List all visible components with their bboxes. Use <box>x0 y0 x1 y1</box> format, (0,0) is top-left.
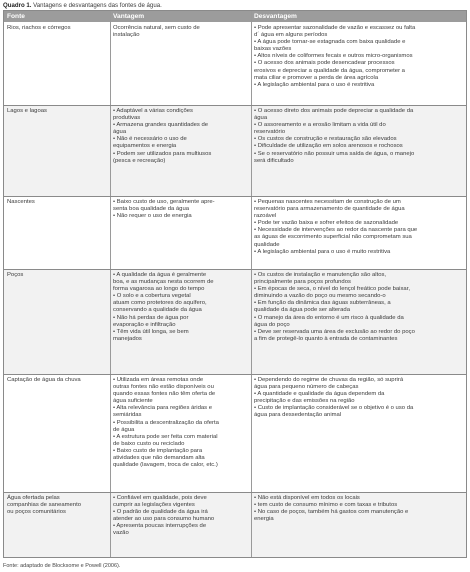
cell-line: ou poços comunitários <box>7 509 66 516</box>
caption-label: Quadro 1. <box>3 2 32 9</box>
cell-line: senta boa qualidade da água <box>113 206 189 213</box>
cell-line: • Se o reservatório não possuir uma saída de água, o manejo <box>254 150 415 157</box>
cell-line: água para dessedentação animal <box>254 412 342 419</box>
cell-line: • Dependendo do regime de chuvas da região, só suprirá <box>254 377 404 383</box>
cell-line: • Têm vida útil longa, se bem <box>113 328 189 335</box>
cell-line: instalação <box>113 32 140 39</box>
row-divider <box>4 269 466 270</box>
cell-line: erosivos e depreciar a qualidade da água, comprometer a <box>254 67 405 74</box>
fonte-cell <box>7 272 107 279</box>
cell-line: • Os custos de construção e restauração são elevados <box>254 136 397 143</box>
vantagem-cell <box>113 272 224 343</box>
cell-line: evaporação e infiltração <box>113 321 176 328</box>
cell-line: produtivas <box>113 115 141 122</box>
fonte-cell <box>7 108 107 115</box>
cell-line: • O acesso direto dos animais pode depreciar a qualidade da <box>254 108 414 114</box>
desvantagem-cell <box>254 495 459 523</box>
fonte-cell <box>7 377 107 384</box>
cell-line: • Armazena grandes quantidades de <box>113 122 209 129</box>
cell-line: • Pequenas nascentes necessitam de construção de um <box>254 199 401 205</box>
column-divider <box>251 11 252 557</box>
desvantagem-cell <box>254 108 459 165</box>
cell-line: • Adaptável a várias condições <box>113 108 193 114</box>
cell-line: Ocorrência natural, sem custo de <box>113 25 200 31</box>
desvantagem-cell <box>254 272 459 343</box>
cell-line: razoável <box>254 213 277 220</box>
cell-line: água <box>113 129 127 136</box>
cell-line: • Em função da dinâmica das águas subterrâneas, a <box>254 300 391 307</box>
cell-line: • Baixo custo de uso, geralmente apre- <box>113 199 215 205</box>
desvantagem-cell <box>254 25 459 89</box>
cell-line: forma vagarosa ao longo do tempo <box>113 286 205 293</box>
cell-line: • Alta relevância para regiões áridas e <box>113 405 212 412</box>
comparison-table <box>3 10 467 558</box>
cell-line: • A qualidade da água é geralmente <box>113 272 207 278</box>
cell-line: • Não há perdas de água por <box>113 314 189 321</box>
cell-line: Lagos e lagoas <box>7 108 47 114</box>
cell-line: Nascentes <box>7 199 35 205</box>
cell-line: baixas vazões <box>254 46 292 53</box>
header-vantagem: Vantagem <box>113 13 145 20</box>
cell-line: Rios, riachos e córregos <box>7 25 71 31</box>
cell-line: manejados <box>113 335 142 342</box>
row-divider <box>4 105 466 106</box>
cell-line: qualidade (lavagem, troca de calor, etc.) <box>113 462 218 469</box>
cell-line: vazão <box>113 530 129 537</box>
cell-line: • Podem ser utilizados para multiusos <box>113 150 212 157</box>
cell-line: Captação de água da chuva <box>7 377 81 383</box>
cell-line: • tem custo de consumo mínimo e com taxas e tributos <box>254 502 398 509</box>
cell-line: Água ofertada pelas <box>7 495 60 501</box>
cell-line: boa, e as mudanças nesta ocorrem de <box>113 279 214 286</box>
cell-line: as águas de escorrimento superficial não comprometam sua <box>254 234 412 241</box>
cell-line: (pesca e recreação) <box>113 157 166 164</box>
fonte-cell <box>7 495 107 516</box>
cell-line: • A legislação ambiental para o uso é restritiva <box>254 81 375 88</box>
cell-line: será dificultado <box>254 157 294 164</box>
fonte-cell <box>7 199 107 206</box>
cell-line: • O manejo da área do entorno é um risco à qualidade da <box>254 314 404 321</box>
cell-line: • No caso de poços, também há gastos com manutenção e <box>254 509 409 516</box>
cell-line: • Deve ser reservada uma área de exclusão ao redor do poço <box>254 328 415 335</box>
row-divider <box>4 374 466 375</box>
row-divider <box>4 492 466 493</box>
cell-line: • Custo de implantação considerável se o objetivo é o uso da <box>254 405 414 412</box>
cell-line: mata ciliar e promover a perda de área agrícola <box>254 74 379 81</box>
cell-line: • Não está disponível em todos os locais <box>254 495 360 501</box>
table-row <box>4 374 466 492</box>
cell-line: reservatório para armazenamento de quantidade de água <box>254 206 405 213</box>
vantagem-cell <box>113 108 224 165</box>
table-caption <box>3 1 463 10</box>
cell-line: • Altos níveis de coliformes fecais e outros micro-organismos <box>254 53 413 60</box>
cell-line: • O acesso dos animais pode desencadear processos <box>254 60 395 67</box>
cell-line: • O assoreamento e a erosão limitam a vida útil do <box>254 122 386 129</box>
cell-line: conservando a qualidade da água <box>113 307 202 314</box>
cell-line: reservatório <box>254 129 286 136</box>
cell-line: • Pode ter vazão baixa e sofrer efeitos de sazonalidade <box>254 220 399 227</box>
table-row <box>4 269 466 374</box>
cell-line: • Necessidade de intervenções ao redor da nascente para que <box>254 227 418 234</box>
cell-line: água suficiente <box>113 398 153 405</box>
header-desvantagem: Desvantagem <box>254 13 297 20</box>
cell-line: • A legislação ambiental para o uso é muito restritiva <box>254 248 391 255</box>
cell-line: energia <box>254 516 274 523</box>
cell-line: qualidade <box>254 241 280 248</box>
cell-line: • O solo e a cobertura vegetal <box>113 293 191 300</box>
caption-text: Vantagens e desvantagens das fontes de água. <box>33 2 162 9</box>
vantagem-cell <box>113 495 224 538</box>
cell-line: semiáridas <box>113 412 142 419</box>
cell-line: quando essas fontes não têm oferta de <box>113 391 216 398</box>
cell-line: companhias de saneamento <box>7 502 82 509</box>
cell-line: • Apresenta poucas interrupções de <box>113 523 207 530</box>
cell-line: • Confiável em qualidade, pois deve <box>113 495 207 501</box>
cell-line: água do poço <box>254 321 290 328</box>
table-header <box>4 11 466 22</box>
cell-line: qualidade da água pode ser alterada <box>254 307 350 314</box>
cell-line: de água <box>113 426 135 433</box>
table-row <box>4 196 466 269</box>
cell-line: cumprir as legislações vigentes <box>113 502 195 509</box>
cell-line: Poços <box>7 272 24 278</box>
table-row <box>4 492 466 557</box>
cell-line: atividades que não demandam alta <box>113 455 205 462</box>
source-note: Fonte: adaptado de Blocksome e Powell (2006). <box>3 563 121 569</box>
cell-line: equipamentos e energia <box>113 143 177 150</box>
cell-line: água para pequeno número de cabeças <box>254 384 359 391</box>
cell-line: • Utilizada em áreas remotas onde <box>113 377 204 383</box>
desvantagem-cell <box>254 377 459 420</box>
cell-line: água <box>254 115 268 122</box>
cell-line: • O padrão de qualidade da água irá <box>113 509 208 516</box>
cell-line: • Baixo custo de implantação para <box>113 447 203 454</box>
cell-line: outras fontes não estão disponíveis ou <box>113 384 214 391</box>
vantagem-cell <box>113 377 224 469</box>
cell-line: • Em épocas de seca, o nível do lençol freático pode baixar, <box>254 286 410 293</box>
cell-line: • Pode apresentar sazonalidade de vazão e escassez ou falta <box>254 25 416 31</box>
cell-line: • Dificuldade de utilização em solos arenosos e rochosos <box>254 143 403 150</box>
cell-line: • A estrutura pode ser feita com material <box>113 433 218 440</box>
cell-line: atender ao uso para consumo humano <box>113 516 215 523</box>
table-row <box>4 22 466 105</box>
cell-line: atuam como protetores do aquífero, <box>113 300 207 307</box>
cell-line: principalmente para poços profundos <box>254 279 351 286</box>
cell-line: • A quantidade e qualidade da água dependem da <box>254 391 385 398</box>
cell-line: diminuindo a vazão do poço ou mesmo secando-o <box>254 293 386 300</box>
vantagem-cell <box>113 25 224 39</box>
cell-line: de baixo custo ou reciclado <box>113 440 185 447</box>
cell-line: • A água pode tornar-se estagnada com baixa qualidade e <box>254 39 406 46</box>
desvantagem-cell <box>254 199 459 256</box>
column-divider <box>110 11 111 557</box>
cell-line: • Não requer o uso de energia <box>113 213 192 220</box>
fonte-cell <box>7 25 107 32</box>
header-fonte: Fonte <box>7 13 25 20</box>
vantagem-cell <box>113 199 224 220</box>
row-divider <box>4 196 466 197</box>
cell-line: d´ água em alguns períodos <box>254 32 328 39</box>
cell-line: • Os custos de instalação e manutenção são altos, <box>254 272 387 278</box>
cell-line: • Não é necessário o uso de <box>113 136 187 143</box>
table-row <box>4 105 466 196</box>
cell-line: • Possibilita a descentralização da oferta <box>113 419 219 426</box>
cell-line: a fim de protegê-lo quanto à entrada de contaminantes <box>254 335 398 342</box>
cell-line: precipitação e das emissões na região <box>254 398 355 405</box>
